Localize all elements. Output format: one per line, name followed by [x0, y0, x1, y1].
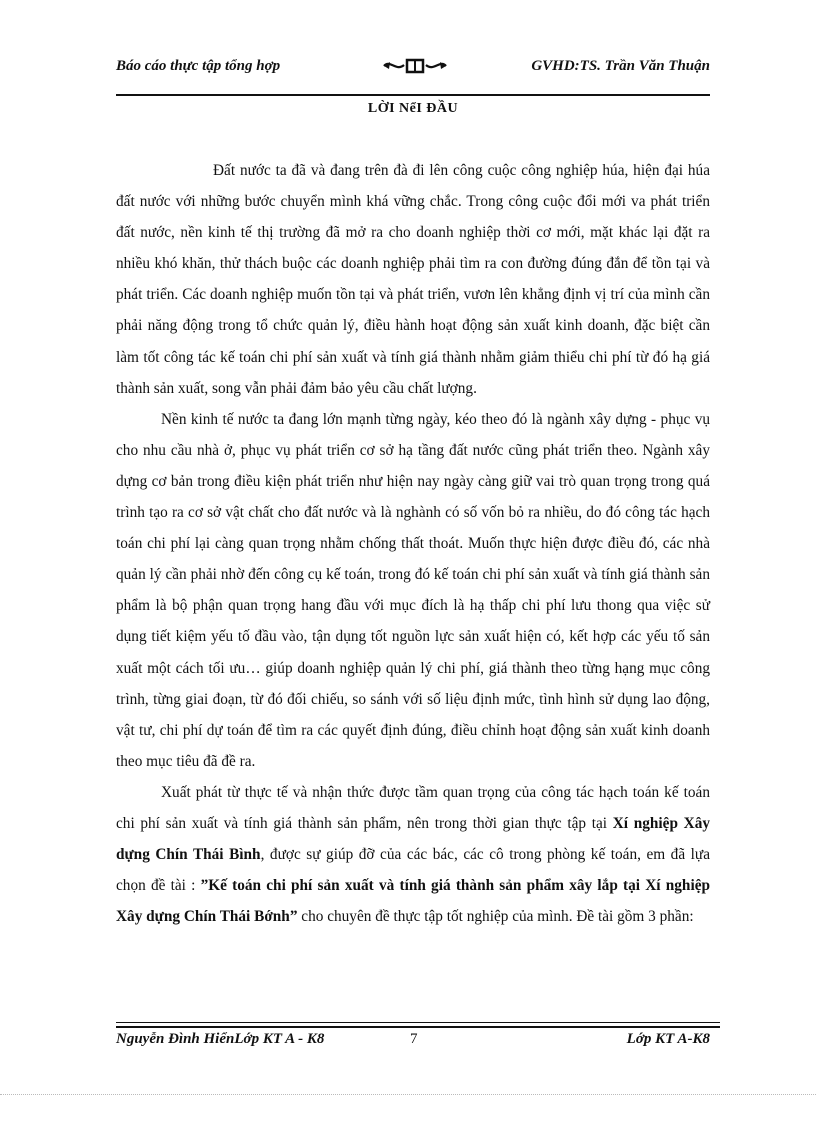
page-boundary [0, 1094, 816, 1095]
paragraph-2: Nền kinh tế nước ta đang lớn mạnh từng ngày, kéo theo đó là ngành xây dựng - phục vụ cho nhu cầu nhà ở, phục vụ phát triển cơ sở hạ tầng đất nước cũng phát triển theo. Ngành xây dựng cơ bản trong điều kiện phát triển như hiện nay ngày càng giữ vai trò quan trọng trong quá trình tạo ra cơ sở vật chất cho đất nước và là nghành có số vốn bỏ ra nhiều, do đó công tác hạch toán chi phí lại càng quan trọng nhằm chống thất thoát. Muốn thực hiện được điều đó, các nhà quản lý cần phải nhờ đến công cụ kế toán, trong đó kế toán chi phí sản xuất và tính giá thành sản phẩm là bộ phận quan trọng hang đầu với mục đích là hạ thấp chi phí lưu thong qua việc sử dụng tiết kiệm yếu tố đầu vào, tận dụng tốt nguồn lực sản xuất hiện có, kết hợp các yếu tố sản xuất một cách tối ưu… giúp doanh nghiệp quản lý chi phí, giá thành theo từng hạng mục công trình, từng giai đoạn, từ đó đối chiếu, so sánh với số liệu định mức, tình hình sử dụng lao động, vật tư, chi phí dự toán để tìm ra các quyết định đúng, điều chỉnh hoạt động sản xuất kinh doanh theo mục tiêu đã đề ra. [116, 410, 710, 770]
paragraph-3-text-c: , được sự giúp đỡ của các bác, các cô trong phòng kế toán, em đã lựa chọn đề tài : [116, 846, 710, 895]
document-body [116, 155, 710, 932]
header-report-title: Báo cáo thực tập tổng hợp [116, 58, 281, 74]
paragraph-3-text-a: Xuất phát từ thực tế và nhận thức được tầm quan trọng của công tác hạch toán kế toán chi phí sản xuất và tính giá thành sản phẩm, nên trong thời gian thực tập tại [116, 783, 710, 832]
paragraph-1: Đất nước ta đã và đang trên đà đi lên công cuộc công nghiệp húa, hiện đại húa đất nước với những bước chuyển mình khá vững chắc. Trong công cuộc đổi mới va phát triển đất nước, nền kinh tế thị trường đã mở ra cho doanh nghiệp thời cơ mới, mặt khác lại đặt ra nhiều khó khăn, thử thách buộc các doanh nghiệp phải tìm ra con đường đúng đắn để tồn tại và phát triển. Các doanh nghiệp muốn tồn tại và phát triển, vươn lên khẳng định vị trí của mình cần phải năng động trong tổ chức quản lý, điều hành hoạt động sản xuất kinh doanh, đặc biệt cần làm tốt công tác kế toán chi phí sản xuất và tính giá thành nhằm giảm thiểu chi phí từ đó hạ giá thành sản xuất, song vẫn phải đảm bảo yêu cầu chất lượng. [116, 162, 710, 397]
header-divider [116, 94, 710, 96]
page-title: LỜI NểI ĐẦU [367, 101, 459, 116]
paragraph-3 [116, 777, 710, 932]
header-supervisor: GVHD:TS. Trần Văn Thuận [531, 58, 710, 74]
footer-author: Nguyễn Đình HiểnLớp KT A - K8 [116, 1031, 325, 1047]
footer-divider-thin [116, 1022, 720, 1023]
footer-divider-thick [116, 1026, 720, 1028]
enterprise-name: Xí nghiệp Xây dựng Chín Thái Bình [116, 814, 710, 864]
footer-class: Lớp KT A-K8 [626, 1031, 710, 1047]
page-number: 7 [410, 1031, 418, 1047]
thesis-topic: ”Kế toán chi phí sản xuất và tính giá thành sản phẩm xây lắp tại Xí nghiệp Xây dựng Chín Thái Bớnh” [116, 877, 710, 926]
book-ornament-icon [382, 56, 448, 76]
paragraph-3-text-e: cho chuyên đề thực tập tốt nghiệp của mình. Đề tài gồm 3 phần: [297, 908, 694, 926]
